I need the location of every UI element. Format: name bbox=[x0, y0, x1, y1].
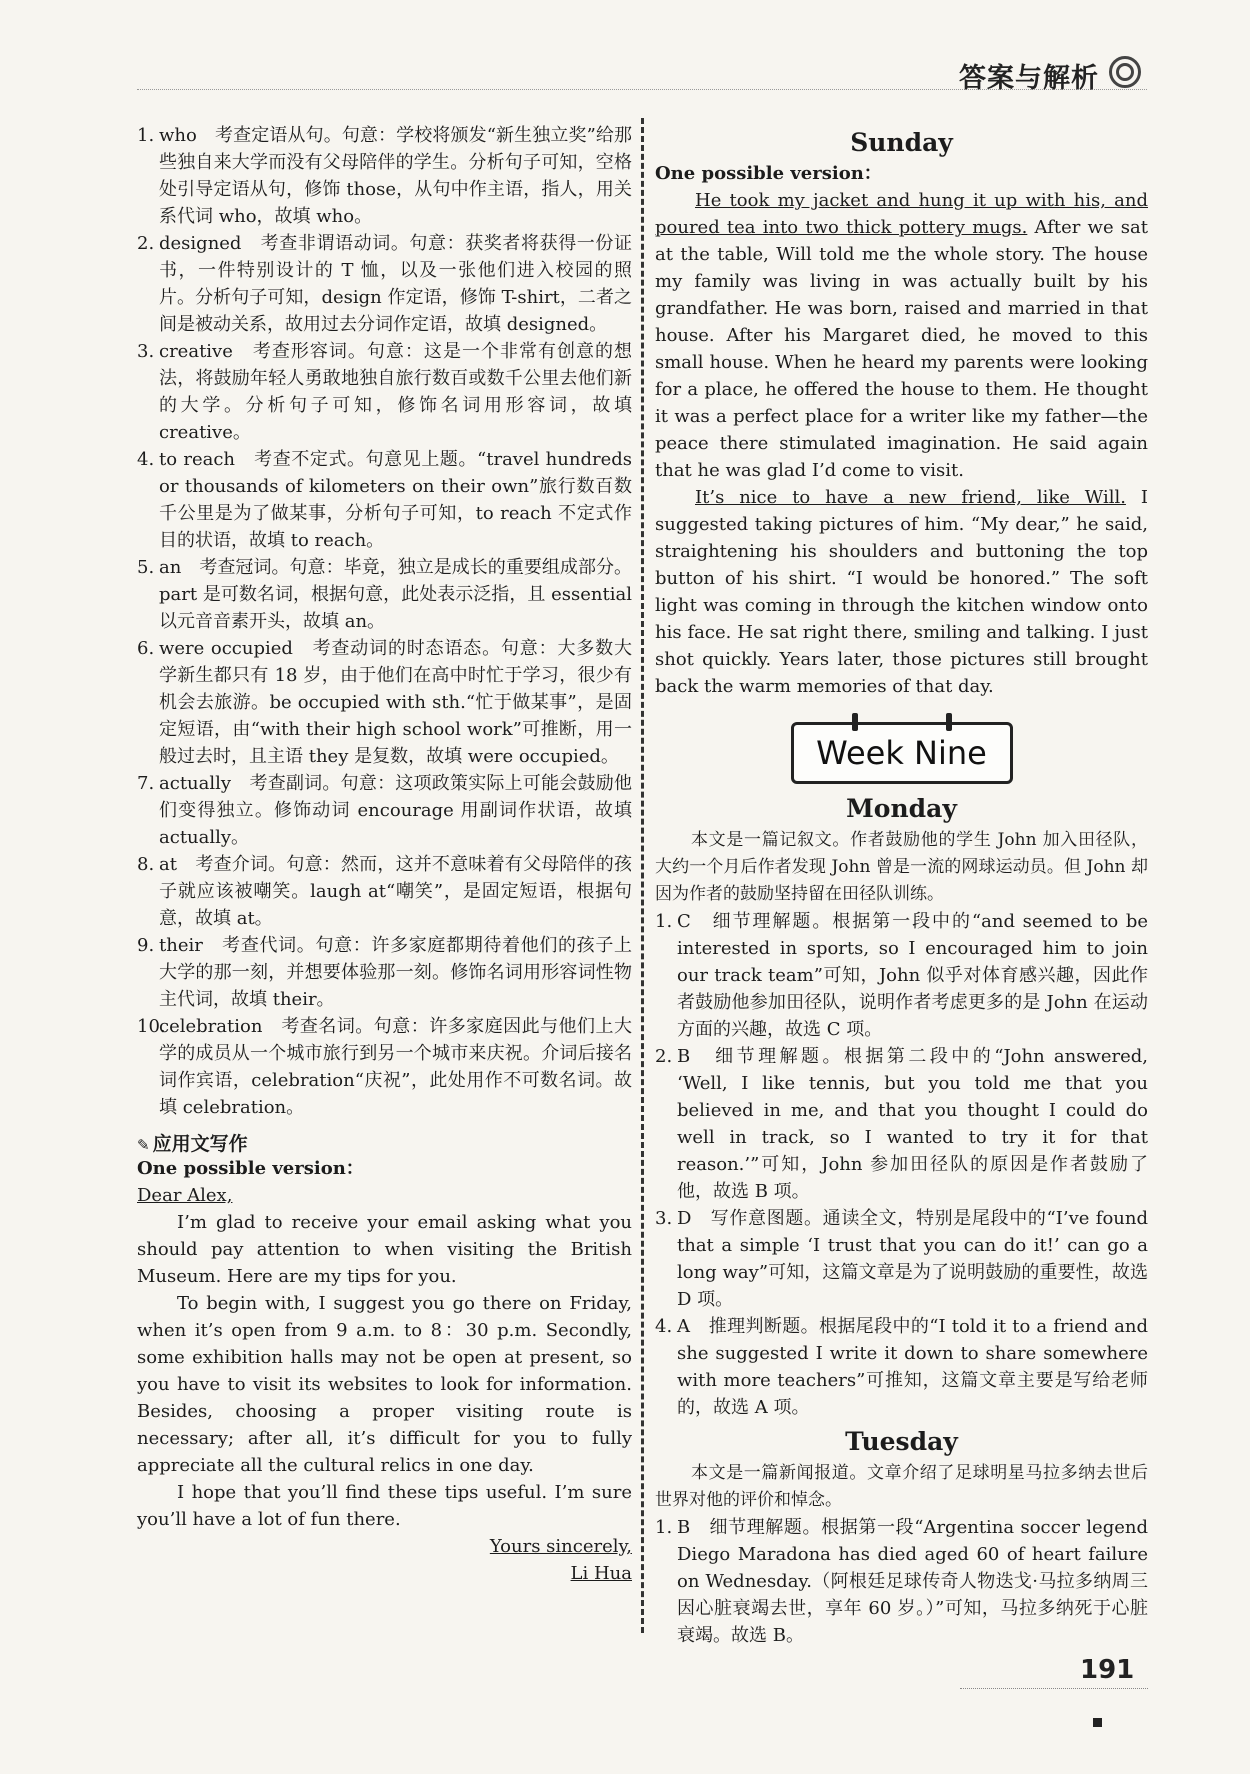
writing-subheading: One possible version： bbox=[137, 1158, 364, 1179]
letter-paragraph: I hope that you’ll find these tips useful. I’m sure you’ll have a lot of fun there. bbox=[137, 1482, 632, 1530]
header-title: 答案与解析 bbox=[959, 63, 1099, 94]
answer-item bbox=[137, 122, 632, 230]
answer-number: 3. bbox=[655, 1208, 673, 1229]
week-badge bbox=[791, 722, 1013, 784]
answer-text: an 考查冠词。句意：毕竟，独立是成长的重要组成部分。part 是可数名词，根据句意，此处表示泛指，且 essential 以元音音素开头，故填 an。 bbox=[159, 557, 632, 632]
answer-item bbox=[137, 554, 632, 635]
answer-item bbox=[137, 635, 632, 770]
letter-paragraph: I’m glad to receive your email asking what you should pay attention to when visiting the British Museum. Here are my tips for you. bbox=[137, 1212, 632, 1287]
sunday-paragraph: It’s nice to have a new friend, like Will. I suggested taking pictures of him. “My dear,” he said, straightening his shoulders and buttoning the top button of his shirt. “I would be honored.” The soft light was coming in through the kitchen window onto his face. He sat right there, smiling and talking. I just shot quickly. Years later, those pictures still brought back the warm memories of that day. bbox=[655, 487, 1148, 697]
answer-number: 5. bbox=[137, 557, 155, 578]
answer-text: B 细节理解题。根据第一段“Argentina soccer legend Diego Maradona has died aged 60 of heart failure on Wednesday.（阿根廷足球传奇人物迭戈·马拉多纳周三因心脏衰竭去世，享年 60 岁。）”可知，马拉多纳死于心脏衰竭。故选 B。 bbox=[677, 1517, 1148, 1646]
answer-item bbox=[137, 446, 632, 554]
answer-item bbox=[655, 1313, 1148, 1421]
answer-item bbox=[655, 908, 1148, 1043]
answer-number: 4. bbox=[137, 449, 155, 470]
page-number: 191 bbox=[1080, 1655, 1135, 1685]
answer-item bbox=[655, 1205, 1148, 1313]
writing-heading: ✎ 应用文写作 bbox=[137, 1133, 248, 1155]
letter bbox=[137, 1182, 632, 1587]
monday-title: Monday bbox=[846, 794, 957, 823]
answer-text: C 细节理解题。根据第一段中的“and seemed to be interested in sports, so I encouraged him to join our track team”可知，John 似乎对体育感兴趣，因此作者鼓励他参加田径队，说明作者考虑更多的是 John 在运动方面的兴趣，故选 C 项。 bbox=[677, 911, 1148, 1040]
answer-text: at 考查介词。句意：然而，这并不意味着有父母陪伴的孩子就应该被嘲笑。laugh at“嘲笑”，是固定短语，根据句意，故填 at。 bbox=[159, 854, 632, 929]
answer-item bbox=[137, 770, 632, 851]
letter-paragraph: To begin with, I suggest you go there on Friday, when it’s open from 9 a.m. to 8：30 p.m. Secondly, some exhibition halls may not be open at present, so you have to visit its websites to look for information. Besides, choosing a proper visiting route is necessary; after all, it’s difficult for you to fully appreciate all the cultural relics in one day. bbox=[137, 1293, 632, 1476]
answer-item bbox=[137, 338, 632, 446]
answer-item bbox=[137, 932, 632, 1013]
tuesday-title: Tuesday bbox=[845, 1427, 958, 1456]
letter-closing: Yours sincerely, bbox=[489, 1536, 632, 1557]
answer-item bbox=[137, 230, 632, 338]
target-logo-icon bbox=[1109, 56, 1141, 88]
answer-number: 1. bbox=[655, 911, 673, 932]
tuesday-answer-list bbox=[655, 1514, 1148, 1649]
monday-answer-list bbox=[655, 908, 1148, 1421]
answer-text: who 考查定语从句。句意：学校将颁发“新生独立奖”给那些独自来大学而没有父母陪伴的学生。分析句子可知，空格处引导定语从句，修饰 those，从句中作主语，指人，用关系代词 who，故填 who。 bbox=[159, 125, 632, 227]
answer-text: to reach 考查不定式。句意见上题。“travel hundreds or thousands of kilometers on their own”旅行数百数千公里是为了做某事，分析句子可知，to reach 不定式作目的状语，故填 to reach。 bbox=[159, 449, 632, 551]
answer-number: 8. bbox=[137, 854, 155, 875]
answer-number: 9. bbox=[137, 935, 155, 956]
answer-number: 1. bbox=[137, 125, 155, 146]
answer-number: 6. bbox=[137, 638, 155, 659]
page-header bbox=[137, 48, 1147, 94]
pen-icon: ✎ bbox=[137, 1136, 150, 1154]
badge-pin bbox=[946, 713, 952, 731]
badge-pin bbox=[852, 713, 858, 731]
right-column bbox=[655, 122, 1148, 1649]
answer-number: 2. bbox=[655, 1046, 673, 1067]
monday-intro: 本文是一篇记叙文。作者鼓励他的学生 John 加入田径队，大约一个月后作者发现 John 曾是一流的网球运动员。但 John 却因为作者的鼓励坚持留在田径队训练。 bbox=[655, 830, 1148, 904]
answer-list bbox=[137, 122, 632, 1121]
answer-number: 7. bbox=[137, 773, 155, 794]
tuesday-intro: 本文是一篇新闻报道。文章介绍了足球明星马拉多纳去世后世界对他的评价和悼念。 bbox=[655, 1463, 1148, 1510]
answer-number: 4. bbox=[655, 1316, 673, 1337]
answer-text: their 考查代词。句意：许多家庭都期待着他们的孩子上大学的那一刻，并想要体验那一刻。修饰名词用形容词性物主代词，故填 their。 bbox=[159, 935, 632, 1010]
answer-text: were occupied 考查动词的时态语态。句意：大多数大学新生都只有 18 岁，由于他们在高中时忙于学习，很少有机会去旅游。be occupied with sth.“忙于做某事”，是固定短语，由“with their high school work”可推断，用一般过去时，且主语 they 是复数，故填 were occupied。 bbox=[159, 638, 632, 767]
sunday-title: Sunday bbox=[850, 128, 953, 157]
answer-text: designed 考查非谓语动词。句意：获奖者将获得一份证书，一件特别设计的 T 恤，以及一张他们进入校园的照片。分析句子可知，design 作定语，修饰 T-shirt，二者之间是被动关系，故用过去分词作定语，故填 designed。 bbox=[159, 233, 632, 335]
answer-number: 2. bbox=[137, 233, 155, 254]
answer-text: D 写作意图题。通读全文，特别是尾段中的“I’ve found that a simple ‘I trust that you can do it!’ can go a long way”可知，这篇文章是为了说明鼓励的重要性，故选 D 项。 bbox=[677, 1208, 1148, 1310]
letter-signature: Li Hua bbox=[570, 1563, 632, 1584]
answer-item bbox=[655, 1043, 1148, 1205]
answer-text: celebration 考查名词。句意：许多家庭因此与他们上大学的成员从一个城市旅行到另一个城市来庆祝。介词后接名词作宾语，celebration“庆祝”，此处用作不可数名词。故填 celebration。 bbox=[159, 1016, 632, 1118]
footer-rule bbox=[960, 1688, 1148, 1689]
letter-salutation: Dear Alex, bbox=[137, 1185, 233, 1206]
footer-square-icon bbox=[1093, 1718, 1102, 1727]
answer-text: creative 考查形容词。句意：这是一个非常有创意的想法，将鼓励年轻人勇敢地独自旅行数百或数千公里去他们新的大学。分析句子可知，修饰名词用形容词，故填 creative。 bbox=[159, 341, 632, 443]
week-label: Week Nine bbox=[816, 734, 987, 772]
sunday-paragraph: He took my jacket and hung it up with his, and poured tea into two thick pottery mugs. After we sat at the table, Will told me the whole story. The house my family was living in was actually built by his grandfather. He was born, raised and married in that house. After his Margaret died, he moved to this small house. When he heard my parents were looking for a place, he offered the house to them. He thought it was a perfect place for a writer like my father—the peace there stimulated imagination. He said again that he was glad I’d come to visit. bbox=[655, 190, 1149, 481]
answer-item bbox=[655, 1514, 1148, 1649]
answer-number: 10. bbox=[137, 1016, 166, 1037]
sunday-subheading: One possible version： bbox=[655, 163, 882, 184]
left-column bbox=[137, 122, 632, 1587]
answer-number: 3. bbox=[137, 341, 155, 362]
answer-item bbox=[137, 1013, 632, 1121]
answer-text: B 细节理解题。根据第二段中的“John answered, ‘Well, I like tennis, but you told me that you believed in me, and that you thought I could do well in track, so I wanted to try it for that reason.’”可知，John 参加田径队的原因是作者鼓励了他，故选 B 项。 bbox=[677, 1046, 1148, 1202]
answer-text: A 推理判断题。根据尾段中的“I told it to a friend and she suggested I write it down to share somewhere with more teachers”可推知，这篇文章主要是写给老师的，故选 A 项。 bbox=[677, 1316, 1148, 1418]
answer-text: actually 考查副词。句意：这项政策实际上可能会鼓励他们变得独立。修饰动词 encourage 用副词作状语，故填 actually。 bbox=[159, 773, 632, 848]
answer-item bbox=[137, 851, 632, 932]
column-divider bbox=[641, 118, 644, 1633]
answer-number: 1. bbox=[655, 1517, 673, 1538]
